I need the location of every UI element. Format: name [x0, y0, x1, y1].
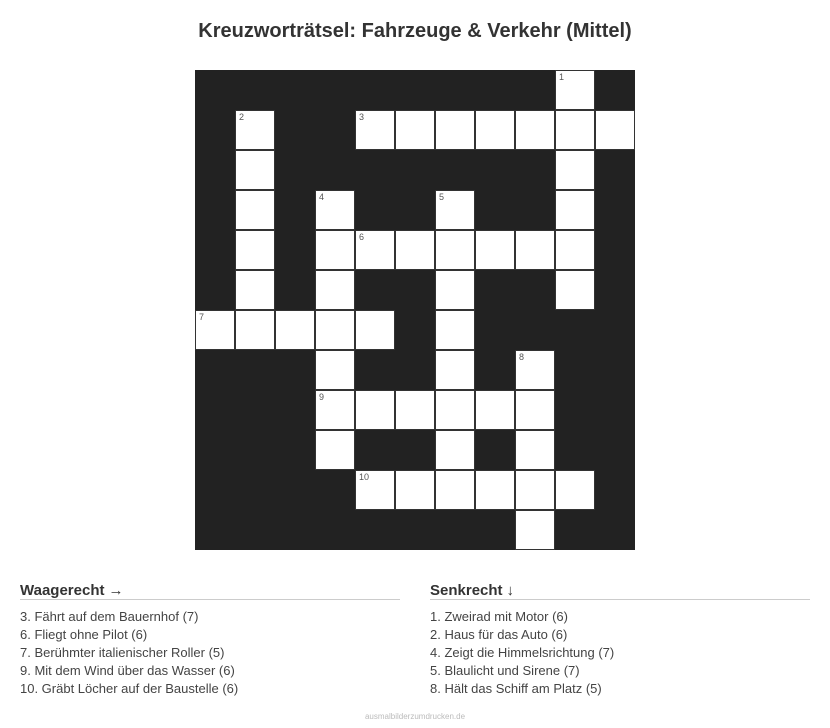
- crossword-cell[interactable]: [395, 390, 435, 430]
- crossword-cell[interactable]: [235, 230, 275, 270]
- down-heading: [430, 582, 810, 600]
- crossword-cell[interactable]: [435, 350, 475, 390]
- crossword-cell[interactable]: [515, 510, 555, 550]
- crossword-cell[interactable]: [395, 470, 435, 510]
- crossword-cell[interactable]: [435, 230, 475, 270]
- cell-number: 3: [359, 112, 365, 122]
- clue-item: 6. Fliegt ohne Pilot (6): [20, 627, 148, 642]
- crossword-cell[interactable]: [235, 110, 275, 150]
- crossword-cell[interactable]: [555, 110, 595, 150]
- crossword-cell[interactable]: [435, 390, 475, 430]
- across-heading-label: Waagerecht: [20, 582, 105, 599]
- crossword-cell[interactable]: [435, 310, 475, 350]
- crossword-cell[interactable]: [555, 270, 595, 310]
- cell-number: 9: [319, 392, 325, 402]
- crossword-cell[interactable]: [515, 110, 555, 150]
- crossword-cell[interactable]: [395, 230, 435, 270]
- crossword-cell[interactable]: [475, 230, 515, 270]
- down-heading-label: Senkrecht: [430, 582, 503, 599]
- crossword-cell[interactable]: [355, 470, 395, 510]
- crossword-cell[interactable]: [515, 430, 555, 470]
- cell-number: 1: [559, 72, 565, 82]
- clue-item: 3. Fährt auf dem Bauernhof (7): [20, 609, 199, 624]
- crossword-cell[interactable]: [315, 310, 355, 350]
- crossword-cell[interactable]: [315, 190, 355, 230]
- crossword-cell[interactable]: [515, 230, 555, 270]
- crossword-cell[interactable]: [315, 390, 355, 430]
- cell-number: 5: [439, 192, 445, 202]
- crossword-cell[interactable]: [275, 310, 315, 350]
- across-heading: [20, 582, 400, 600]
- clue-item: 9. Mit dem Wind über das Wasser (6): [20, 663, 235, 678]
- crossword-cell[interactable]: [315, 230, 355, 270]
- crossword-grid: [195, 70, 635, 550]
- crossword-cell[interactable]: [475, 110, 515, 150]
- crossword-cell[interactable]: [315, 270, 355, 310]
- crossword-cell[interactable]: [235, 310, 275, 350]
- crossword-cell[interactable]: [235, 150, 275, 190]
- clue-item: 8. Hält das Schiff am Platz (5): [430, 681, 602, 696]
- down-clue-list: [430, 608, 810, 698]
- crossword-cell[interactable]: [555, 70, 595, 110]
- arrow-down-icon: ↓: [506, 582, 515, 599]
- arrow-right-icon: →: [108, 582, 124, 599]
- crossword-cell[interactable]: [355, 110, 395, 150]
- crossword-cell[interactable]: [515, 470, 555, 510]
- crossword-cell[interactable]: [355, 390, 395, 430]
- crossword-cell[interactable]: [355, 310, 395, 350]
- clue-item: 1. Zweirad mit Motor (6): [430, 609, 568, 624]
- crossword-cell[interactable]: [435, 190, 475, 230]
- clue-item: 4. Zeigt die Himmelsrichtung (7): [430, 645, 615, 660]
- cell-number: 6: [359, 232, 365, 242]
- cell-number: 10: [359, 472, 370, 482]
- clue-item: 5. Blaulicht und Sirene (7): [430, 663, 580, 678]
- clue-item: 2. Haus für das Auto (6): [430, 627, 568, 642]
- crossword-cell[interactable]: [355, 230, 395, 270]
- crossword-cell[interactable]: [435, 110, 475, 150]
- page-title: Kreuzworträtsel: Fahrzeuge & Verkehr (Mittel): [198, 20, 632, 42]
- crossword-cell[interactable]: [555, 230, 595, 270]
- crossword-cell[interactable]: [435, 470, 475, 510]
- crossword-cell[interactable]: [435, 430, 475, 470]
- crossword-cell[interactable]: [235, 190, 275, 230]
- cell-number: 7: [199, 312, 205, 322]
- cell-number: 2: [239, 112, 245, 122]
- crossword-cell[interactable]: [515, 350, 555, 390]
- crossword-cell[interactable]: [395, 110, 435, 150]
- crossword-cell[interactable]: [235, 270, 275, 310]
- crossword-cell[interactable]: [315, 350, 355, 390]
- crossword-cell[interactable]: [315, 430, 355, 470]
- crossword-cell[interactable]: [555, 190, 595, 230]
- crossword-cell[interactable]: [595, 110, 635, 150]
- across-clues: [20, 582, 400, 698]
- cell-number: 4: [319, 192, 325, 202]
- clue-item: 7. Berühmter italienischer Roller (5): [20, 645, 225, 660]
- cell-number: 8: [519, 352, 525, 362]
- crossword-cell[interactable]: [435, 270, 475, 310]
- clue-item: 10. Gräbt Löcher auf der Baustelle (6): [20, 681, 239, 696]
- across-clue-list: [20, 608, 400, 698]
- crossword-cell[interactable]: [515, 390, 555, 430]
- crossword-cell[interactable]: [555, 470, 595, 510]
- crossword-cell[interactable]: [475, 390, 515, 430]
- crossword-cell[interactable]: [195, 310, 235, 350]
- crossword-cell[interactable]: [555, 150, 595, 190]
- crossword-cell[interactable]: [475, 470, 515, 510]
- down-clues: [430, 582, 810, 698]
- footer-credit: ausmalbilderzumdrucken.de: [364, 712, 466, 721]
